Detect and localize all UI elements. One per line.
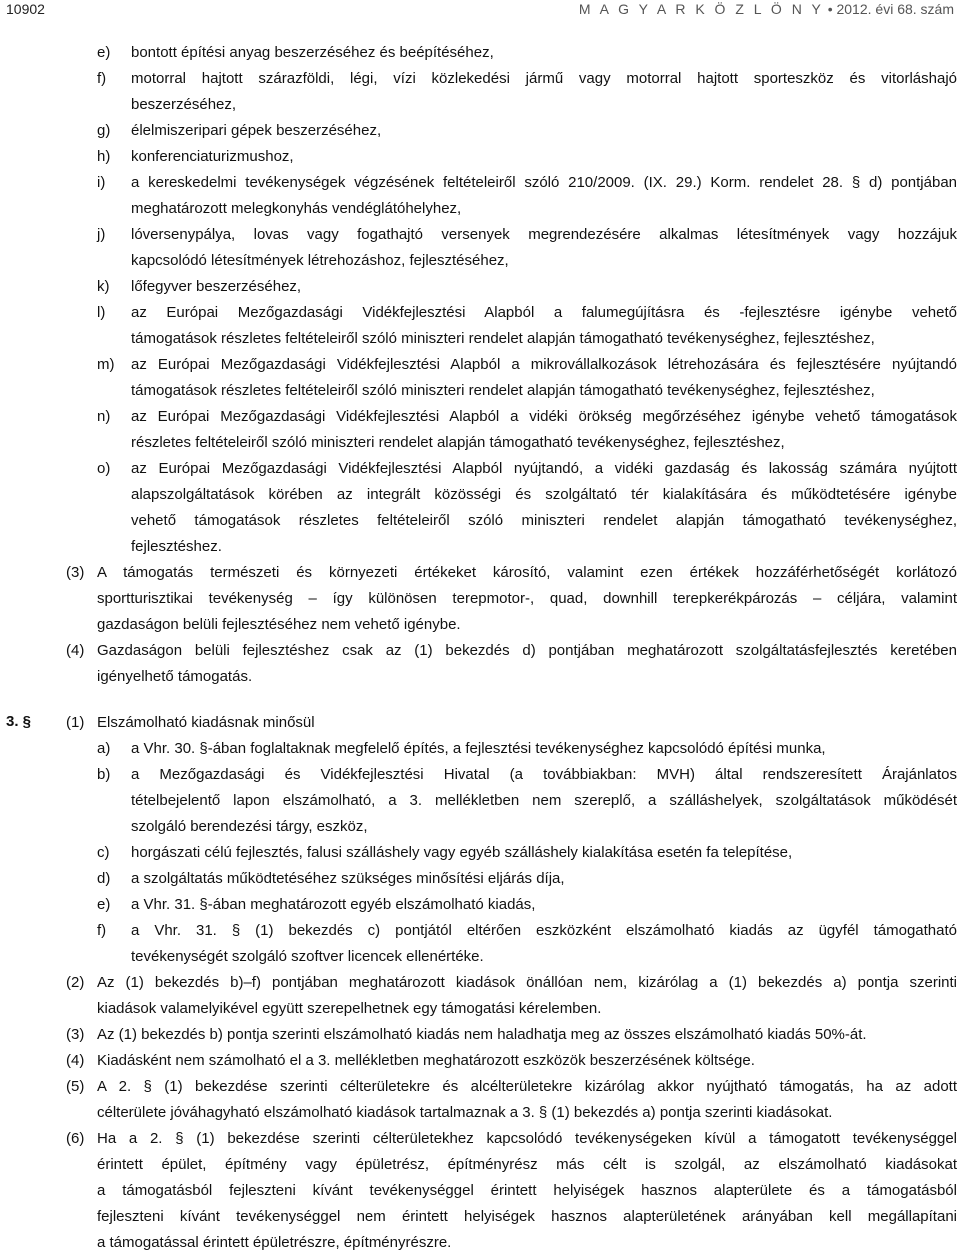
item-text-line: támogatások részletes feltételeiről szóló miniszteri rendelet alapján támogatható tevékenységhez, fejlesztéshez,: [131, 330, 875, 347]
paragraph: [66, 1048, 957, 1074]
sub-item: [97, 866, 957, 892]
paragraph: [66, 1022, 957, 1048]
sub-item: [97, 456, 957, 560]
item-label: b): [97, 766, 111, 783]
sub-item: [97, 118, 957, 144]
item-label: h): [97, 148, 111, 165]
item-text-line: a Vhr. 31. § (1) bekezdés c) pontjától eltérően eszközként elszámolható kiadás az ügyfél támogatható: [131, 922, 957, 939]
item-label: f): [97, 70, 107, 87]
item-label: (3): [66, 1026, 85, 1043]
sub-item: [97, 736, 957, 762]
item-label: a): [97, 740, 111, 757]
item-label: m): [97, 356, 115, 373]
item-label: f): [97, 922, 107, 939]
item-text-line: élelmiszeripari gépek beszerzéséhez,: [131, 122, 382, 139]
item-text-line: a szolgáltatás működtetéséhez szükséges minősítési eljárás díja,: [131, 870, 565, 887]
item-text-line: szolgáló berendezési tárgy, eszköz,: [131, 818, 368, 835]
item-text-line: az Európai Mezőgazdasági Vidékfejlesztési Alapból a vidéki örökség megőrzéséhez igénybe vehető támogatások: [131, 408, 957, 425]
item-text-line: Az (1) bekezdés b) pontja szerinti elszámolható kiadás nem haladhatja meg az összes elszámolható kiadás 50%-át.: [97, 1026, 867, 1043]
item-text-line: a Vhr. 30. §-ában foglaltaknak megfelelő építés, a fejlesztési tevékenységhez kapcsolódó építési munka,: [131, 740, 826, 757]
item-text-line: horgászati célú fejlesztés, falusi szálláshely vagy egyéb szálláshely kialakítása esetén fa telepítése,: [131, 844, 793, 861]
item-text-line: célterülete jóváhagyható elszámolható kiadások tartalmaznak a 3. § (1) bekezdés a) pontja szerinti kiadásokat.: [97, 1104, 833, 1121]
item-label: (4): [66, 642, 85, 659]
sub-item: [97, 762, 957, 840]
paragraph: [66, 560, 957, 638]
item-label: n): [97, 408, 111, 425]
sub-item: [97, 274, 957, 300]
item-text-line: meghatározott melegkonyhás vendéglátóhelyhez,: [131, 200, 462, 217]
item-text-line: a támogatásból fejleszteni kívánt tevékenységgel érintett helyiségek hasznos alapterülete és a támogatásból: [97, 1182, 957, 1199]
item-text-line: Gazdaságon belüli fejlesztéshez csak az (1) bekezdés d) pontjában meghatározott szolgáltatásfejlesztés keretében: [97, 642, 957, 659]
paragraph: [66, 1074, 957, 1126]
item-text-line: kapcsolódó létesítmények létrehozáshoz, fejlesztéséhez,: [131, 252, 509, 269]
page-header: [0, 0, 960, 20]
journal-name: M A G Y A R K Ö Z L Ö N Y: [578, 1, 824, 17]
item-label: (3): [66, 564, 85, 581]
sub-item: [97, 40, 957, 66]
item-label: k): [97, 278, 110, 295]
item-text-line: Ha a 2. § (1) bekezdése szerinti célterületekhez kapcsolódó tevékenységeken kívül a támogatott tevékenységgel: [97, 1130, 957, 1147]
item-text-line: lóversenypálya, lovas vagy fogathajtó versenyek megrendezésére alkalmas létesítmények vagy hozzájuk: [131, 226, 957, 243]
item-text-line: részletes feltételeiről szóló miniszteri rendelet alapján támogatható tevékenységhez, fejlesztéshez,: [131, 434, 785, 451]
item-label: (5): [66, 1078, 85, 1095]
sub-items-list: [97, 40, 957, 560]
item-text-line: fejleszteni kívánt tevékenységgel nem érintett helyiségek hasznos alapterületének arányában kell megállapítani: [97, 1208, 957, 1225]
paragraph: [66, 1126, 957, 1256]
item-text-line: az Európai Mezőgazdasági Vidékfejlesztési Alapból a mikrovállalkozások létrehozására és fejlesztésére nyújtandó: [131, 356, 957, 373]
item-text-line: fejlesztéshez.: [131, 538, 222, 555]
item-label: i): [97, 174, 106, 191]
item-text-line: tételbejelentő lapon elszámolható, a 3. mellékletben nem szereplő, a szálláshelyek, szolgáltatások működését: [131, 792, 957, 809]
para-label: (1): [66, 714, 85, 731]
item-text-line: A támogatás természeti és környezeti értékeket károsító, valamint ezen értékek hozzáférhetőségét korlátozó: [97, 564, 957, 581]
para-text: Elszámolható kiadásnak minősül: [97, 714, 315, 731]
item-text-line: az Európai Mezőgazdasági Vidékfejlesztési Alapból a falumegújításra és -fejlesztésre igénybe vehető: [131, 304, 957, 321]
bullet-separator: •: [827, 1, 837, 17]
sub-item: [97, 404, 957, 456]
item-text-line: vehető támogatások részletes feltételeiről szóló miniszteri rendelet alapján támogatható tevékenységhez,: [131, 512, 957, 529]
section3-paragraphs-list: [66, 970, 957, 1256]
item-label: o): [97, 460, 111, 477]
item-text-line: Kiadásként nem számolható el a 3. mellékletben meghatározott eszközök beszerzésének költsége.: [97, 1052, 755, 1069]
item-text-line: érintett épület, építmény vagy épületrész, építményrész más célt is szolgál, az elszámolható kiadásokat: [97, 1156, 957, 1173]
item-text-line: lőfegyver beszerzéséhez,: [131, 278, 302, 295]
item-text-line: támogatások részletes feltételeiről szóló miniszteri rendelet alapján támogatható tevékenységhez, fejlesztéshez,: [131, 382, 875, 399]
item-text-line: A 2. § (1) bekezdése szerinti célterületekre és alcélterületekre kizárólag akkor nyújtható támogatás, ha az adott: [97, 1078, 957, 1095]
item-text-line: a támogatással érintett épületrészre, építményrészre.: [97, 1234, 452, 1251]
page-number: 10902: [6, 1, 45, 17]
item-label: (2): [66, 974, 85, 991]
item-text-line: igényelhető támogatás.: [97, 668, 253, 685]
item-text-line: alapszolgáltatások körében az integrált közösségi és szolgáltató tér kialakítására és működtetésére igénybe: [131, 486, 957, 503]
item-text-line: Az (1) bekezdés b)–f) pontjában meghatározott kiadások önállóan nem, kizárólag a (1) bekezdés a) pontja szerinti: [97, 974, 957, 991]
item-label: g): [97, 122, 111, 139]
item-text-line: a kereskedelmi tevékenységek végzésének feltételeiről szóló 210/2009. (IX. 29.) Korm. rendelet 28. § d) pontjában: [131, 174, 957, 191]
item-label: d): [97, 870, 111, 887]
item-text-line: sportturisztikai tevékenység – így különösen terepmotor-, quad, downhill terepkerékpározás – céljára, valamint: [97, 590, 957, 607]
item-label: e): [97, 896, 111, 913]
section3-para1: [66, 710, 957, 736]
issue-label: 2012. évi 68. szám: [836, 1, 954, 17]
item-text-line: az Európai Mezőgazdasági Vidékfejlesztési Alapból nyújtandó, a vidéki gazdaság és lakosság számára nyújtott: [131, 460, 957, 477]
item-text-line: kiadások valamelyikével együtt szerepelhetnek egy támogatási kérelemben.: [97, 1000, 602, 1017]
item-label: (4): [66, 1052, 85, 1069]
paragraph: [66, 638, 957, 690]
item-text-line: bontott építési anyag beszerzéséhez és beépítéséhez,: [131, 44, 494, 61]
item-label: e): [97, 44, 111, 61]
section-label: 3. §: [6, 713, 32, 730]
item-text-line: a Mezőgazdasági és Vidékfejlesztési Hivatal (a továbbiakban: MVH) által rendszeresített Árajánlatos: [131, 766, 957, 783]
sub-item: [97, 300, 957, 352]
item-text-line: a Vhr. 31. §-ában meghatározott egyéb elszámolható kiadás,: [131, 896, 536, 913]
paragraph: [66, 970, 957, 1022]
item-label: l): [97, 304, 106, 321]
sub-item: [97, 222, 957, 274]
item-text-line: motorral hajtott szárazföldi, légi, vízi közlekedési jármű vagy motorral hajtott sporteszköz és vitorláshajó: [131, 70, 957, 87]
item-text-line: gazdaságon belüli fejlesztéséhez nem vehető igénybe.: [97, 616, 461, 633]
sub-item: [97, 170, 957, 222]
journal-title: [579, 1, 954, 17]
sub-item: [97, 840, 957, 866]
section3-items-list: [97, 736, 957, 970]
item-label: c): [97, 844, 110, 861]
sub-item: [97, 352, 957, 404]
sub-item: [97, 892, 957, 918]
item-text-line: tevékenységét szolgáló szoftver licencek ellenértéke.: [131, 948, 484, 965]
paragraphs-list: [66, 560, 957, 690]
item-label: j): [97, 226, 106, 243]
sub-item: [97, 66, 957, 118]
sub-item: [97, 918, 957, 970]
item-text-line: beszerzéséhez,: [131, 96, 237, 113]
sub-item: [97, 144, 957, 170]
item-label: (6): [66, 1130, 85, 1147]
item-text-line: konferenciaturizmushoz,: [131, 148, 294, 165]
